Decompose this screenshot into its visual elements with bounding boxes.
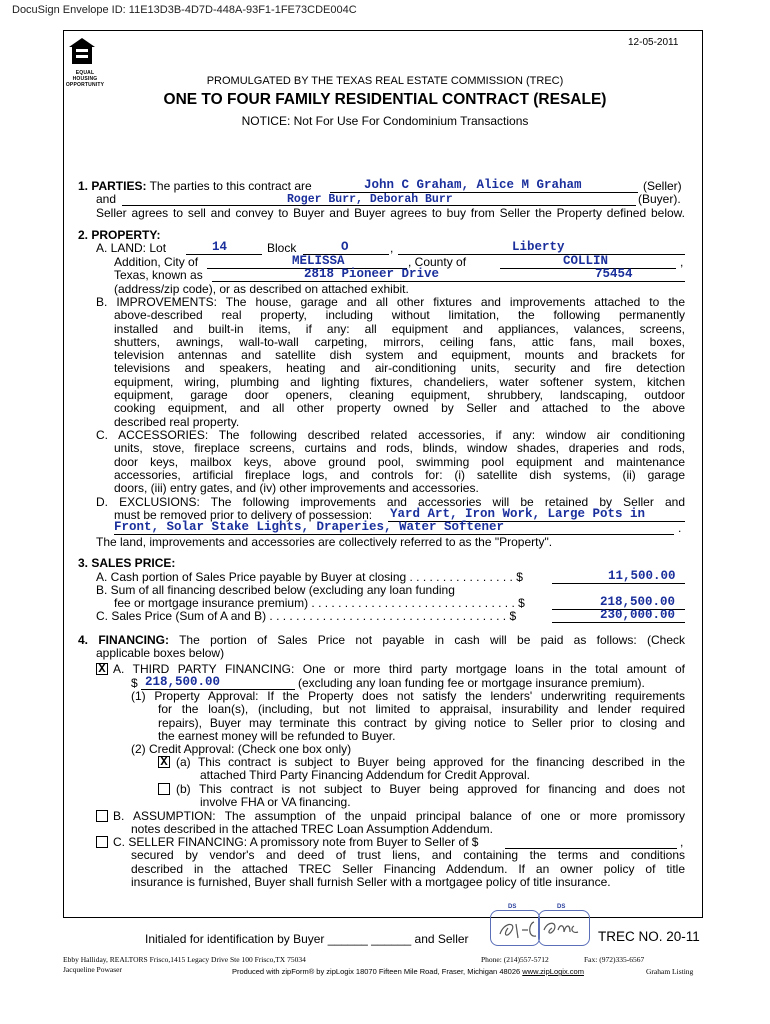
accessories-last: doors, (iii) entry gates, and (iv) other improvements and accessories. [114,481,479,495]
footer-phone: Phone: (214)557-5712 [481,955,549,964]
credit-approval-b-text: (b) This contract is not subject to Buyer being approved for financing and does not [176,783,685,796]
improvements-body [114,309,685,415]
improvements-line: installed and built-in items, if any: all equipment and appliances, valances, screens, [114,321,685,336]
footer-produced-text: Produced with zipForm® by zipLogix 18070 Fifteen Mile Road, Fraser, Michigan 48026 [232,967,521,976]
block-comma: , [390,241,394,255]
footer-produced [232,967,584,976]
accessories-line: accessories, artificial fireplace logs, and controls for: (i) satellite dish systems, (ii) garage [114,467,685,482]
improvements-line: equipment, wiring, plumbing and lighting fixtures, chandeliers, water softener system, kitchen [114,374,685,389]
address-field[interactable]: 2818 Pioneer Drive [304,267,440,281]
credit-approval-a-text-2: attached Third Party Financing Addendum for Credit Approval. [200,768,530,782]
city-field[interactable]: MELISSA [292,254,345,268]
credit-approval-b-text-2: involve FHA or VA financing. [200,795,351,809]
property-approval-line: (1) Property Approval: If the Property does not satisfy the lenders' underwriting requirements [131,690,685,703]
improvements-line: televisions and speakers, heating and air-conditioning units, security and fire detection [114,361,685,376]
equal-housing-icon [68,37,96,65]
seller-financing-comma: , [680,835,684,849]
seller-financing-last: insurance is furnished, Buyer shall furnish Seller with a mortgagee policy of title insurance. [131,875,611,889]
credit-approval-b-checkbox[interactable] [158,783,170,795]
sales-price-c: C. Sales Price (Sum of A and B) . . . . . . . . . . . . . . . . . . . . . . . . . . . . . . . . . . . . $ [96,609,517,623]
property-approval-last: the earnest money will be refunded to Buyer. [158,729,396,743]
dollar-sign: $ [131,676,138,690]
seller-financing-text: C. SELLER FINANCING: A promissory note from Buyer to Seller of $ [113,835,479,849]
improvements-line: cooking equipment, and all other property owned by Seller and attached to the above [114,401,685,416]
improvements-line: B. IMPROVEMENTS: The house, garage and all other fixtures and improvements attached to the [96,296,685,309]
sales-price-label: 3. SALES PRICE: [78,556,176,570]
subdivision-field[interactable]: Liberty [512,240,565,254]
exclusions-line: D. EXCLUSIONS: The following improvements and accessories will be retained by Seller and [96,496,685,509]
assumption-text: B. ASSUMPTION: The assumption of the unpaid principal balance of one or more promissory [113,810,685,823]
form-title: ONE TO FOUR FAMILY RESIDENTIAL CONTRACT (RESALE) [163,91,607,108]
property-label: 2. PROPERTY: [78,228,161,242]
block-field[interactable]: O [341,240,349,254]
form-notice: NOTICE: Not For Use For Condominium Transactions [241,114,529,128]
zip-field[interactable]: 75454 [595,267,633,281]
financing-intro-text: The portion of Sales Price not payable in cash will be paid as follows: (Check [168,634,685,647]
credit-approval-a-checkbox[interactable]: X [158,756,170,768]
footer-agent: Jacqueline Powaser [63,965,122,974]
trec-number: TREC NO. 20-11 [598,929,700,944]
exclusions-field-2[interactable]: Front, Solar Stake Lights, Draperies, Water Softener [114,520,505,534]
improvements-paragraph [96,296,685,309]
improvements-line: shutters, awnings, wall-to-wall carpeting, mirrors, ceiling fans, attic fans, mail boxes, [114,334,685,349]
seller-names-field[interactable]: John C Graham, Alice M Graham [364,178,582,192]
envelope-id: DocuSign Envelope ID: 11E13D3B-4D7D-448A-93F1-1FE73CDE004C [12,4,357,16]
land-lot-label: A. LAND: Lot [96,241,167,255]
sales-price-b2: fee or mortgage insurance premium) . . . . . . . . . . . . . . . . . . . . . . . . . . . . . . . $ [114,596,525,610]
sales-price-total-line [552,622,685,623]
financing-label: 4. FINANCING: [78,634,169,647]
county-field-line [500,268,676,269]
parties-agreement: Seller agrees to sell and convey to Buyer and Buyer agrees to buy from Seller the Property defined below. [96,207,685,220]
seller-financing-line: described in the attached TREC Seller Financing Addendum. If an owner policy of title [131,861,685,876]
financing-sum-field[interactable]: 218,500.00 [600,595,676,609]
improvements-last: described real property. [114,415,240,429]
county-field[interactable]: COLLIN [563,254,609,268]
lot-field[interactable]: 14 [212,240,228,254]
seller-financing-line: secured by vendor's and deed of trust liens, and containing the terms and conditions [131,849,685,863]
improvements-line: equipment, garage door openers, cleaning equipment, shrubbery, landscaping, outdoor [114,388,685,403]
accessories-body [114,442,685,482]
form-date: 12-05-2011 [628,37,679,48]
address-note: (address/zip code), or as described on attached exhibit. [114,282,409,296]
footer-broker: Ebby Halliday, REALTORS Frisco,1415 Legacy Drive Ste 100 Frisco,TX 75034 [63,955,306,964]
cash-field-line [552,583,685,584]
exclusions-field-1[interactable]: Yard Art, Iron Work, Large Pots in [390,507,646,521]
improvements-line: television antennas and satellite dish system and equipment, mounts and brackets for [114,348,685,363]
sales-price-b1: B. Sum of all financing described below (excluding any loan funding [96,583,455,597]
cash-portion-field[interactable]: 11,500.00 [608,569,676,583]
known-as-label: Texas, known as [114,268,203,282]
footer-fax: Fax: (972)335-6567 [584,955,645,964]
promulgated-line: PROMULGATED BY THE TEXAS REAL ESTATE COMMISSION (TREC) [206,75,564,87]
seller-initials-signature [494,916,589,944]
assumption-text-2: notes described in the attached TREC Loan Assumption Addendum. [131,822,494,836]
sales-price-a: A. Cash portion of Sales Price payable by Buyer at closing . . . . . . . . . . . . . . . . $ [96,570,523,584]
property-approval-first [131,690,685,703]
logo-text-line-1: EQUAL HOUSING [72,70,98,82]
parties-text: The parties to this contract are [149,179,312,193]
third-party-amount-note: (excluding any loan funding fee or mortgage insurance premium). [298,676,645,690]
third-party-financing-checkbox[interactable]: X [96,663,108,675]
financing-intro-2: applicable boxes below) [96,646,225,660]
accessories-line: door keys, mailbox keys, above ground pool, swimming pool equipment and maintenance [114,454,685,469]
block-label: Block [267,241,297,255]
credit-approval-a-text: (a) This contract is subject to Buyer being approved for the financing described in the [176,756,685,769]
and-label: and [96,192,117,206]
property-approval-body [158,703,685,730]
improvements-line: above-described real property, including without limitation, the following permanently [114,309,685,323]
assumption-checkbox[interactable] [96,810,108,822]
seller-financing-body [131,849,685,876]
accessories-line: C. ACCESSORIES: The following described related accessories, if any: window air conditioning [96,429,685,442]
parties-label: 1. PARTIES: [78,179,147,193]
third-party-amount-field[interactable]: 218,500.00 [145,675,221,689]
seller-suffix: (Seller) [643,179,682,193]
county-comma: , [680,255,684,269]
ds-label: DS [557,904,566,910]
buyer-suffix: (Buyer). [638,192,681,206]
footer-website-link[interactable]: www.zipLogix.com [522,967,584,976]
property-approval-line: for the loan(s), (including, but not limited to appraisal, insurability and lender required [158,703,685,717]
addition-city-label: Addition, City of [114,255,199,269]
exclusions-second: must be removed prior to delivery of possession: [114,508,373,522]
county-label: , County of [408,255,467,269]
footer-listing: Graham Listing [646,967,694,976]
property-collective: The land, improvements and accessories are collectively referred to as the "Property". [96,535,553,549]
initials-line: Initialed for identification by Buyer ______ ______ and Seller [145,932,469,946]
accessories-first [96,429,685,442]
seller-financing-checkbox[interactable] [96,836,108,848]
property-approval-line: repairs), Buyer may terminate this contract by giving notice to Seller prior to closing and [158,715,685,730]
credit-approval-label: (2) Credit Approval: (Check one box only) [131,742,352,756]
logo-text-line-2: OPPORTUNITY [65,82,105,88]
buyer-names-field[interactable]: Roger Burr, Deborah Burr [287,193,453,206]
sales-price-total-field[interactable]: 230,000.00 [600,608,676,622]
third-party-financing-text: A. THIRD PARTY FINANCING: One or more third party mortgage loans in the total amount of [113,663,685,676]
accessories-line: units, stove, fireplace screens, curtains and rods, blinds, window shades, draperies and rods, [114,442,685,456]
ds-label: DS [508,904,517,910]
exclusions-period: . [678,521,682,535]
